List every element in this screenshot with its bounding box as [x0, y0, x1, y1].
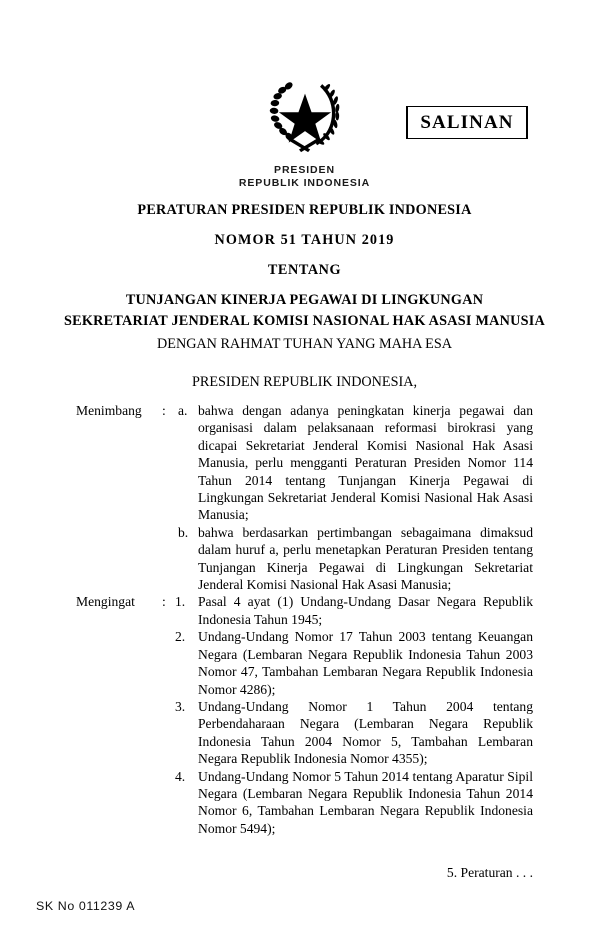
menimbang-colon: :: [162, 403, 166, 418]
about-heading: TENTANG: [267, 262, 342, 278]
mengingat-label: Mengingat: [76, 594, 135, 610]
emblem-caption: [0, 164, 609, 189]
emblem-caption-line-2: REPUBLIK INDONESIA: [238, 176, 371, 189]
mengingat-item-text: Undang-Undang Nomor 5 Tahun 2014 tentang Aparatur Sipil Negara (Lembaran Negara Republik Indonesia Tahun 2014 Nomor 6, Tambahan Lembaran Negara Republik Indonesia Nomor 5494);: [198, 768, 533, 836]
mengingat-item-text: Pasal 4 ayat (1) Undang-Undang Dasar Negara Republik Indonesia Tahun 1945;: [198, 594, 533, 627]
salinan-stamp-label: SALINAN: [420, 111, 514, 133]
mengingat-item-marker: 2.: [175, 629, 186, 645]
mengingat-item-marker: 3.: [175, 698, 186, 714]
subject-line-2: SEKRETARIAT JENDERAL KOMISI NASIONAL HAK ASASI MANUSIA: [64, 313, 545, 329]
issuer-line: PRESIDEN REPUBLIK INDONESIA,: [191, 374, 418, 390]
menimbang-group: [0, 402, 609, 593]
menimbang-item-marker: b.: [178, 524, 189, 540]
mengingat-item-text: Undang-Undang Nomor 1 Tahun 2004 tentang Perbendaharaan Negara (Lembaran Negara Republik Indonesia Tahun 2004 Nomor 5, Tambahan Lembaran Negara Republik Indonesia Nomor 4355);: [198, 698, 533, 767]
menimbang-item: [0, 524, 609, 594]
emblem-caption-line-1: PRESIDEN: [274, 164, 335, 176]
subject-line-1: TUNJANGAN KINERJA PEGAWAI DI LINGKUNGAN: [125, 292, 484, 308]
mengingat-item-marker: 4.: [175, 768, 186, 784]
blessing-line: DENGAN RAHMAT TUHAN YANG MAHA ESA: [157, 336, 452, 352]
menimbang-item-text: bahwa dengan adanya peningkatan kinerja pegawai dan organisasi dalam pelaksanaan reformasi birokrasi yang dicapai Sekretariat Jenderal Komisi Nasional Hak Asasi Manusia, perlu mengganti Peraturan Presiden Nomor 114 Tahun 2014 tentang Tunjangan Kinerja Pegawai di Lingkungan Sekretariat Jenderal Komisi Nasional Hak Asasi Manusia;: [198, 403, 533, 523]
menimbang-item-marker: a.: [178, 403, 188, 418]
menimbang-label: Menimbang: [76, 403, 142, 418]
mengingat-item: [0, 768, 609, 838]
sk-document-number: SK No 011239 A: [36, 899, 136, 913]
mengingat-group: [0, 593, 609, 837]
menimbang-item: [0, 402, 609, 524]
menimbang-items: [0, 402, 609, 593]
salinan-stamp: [406, 106, 528, 139]
preamble-block: [0, 336, 609, 391]
garuda-star-emblem-icon: [262, 72, 348, 160]
regulation-type-title: PERATURAN PRESIDEN REPUBLIK INDONESIA: [137, 202, 472, 218]
mengingat-item-marker: 1.: [175, 594, 186, 610]
menimbang-item-text: bahwa berdasarkan pertimbangan sebagaimana dimaksud dalam huruf a, perlu menetapkan Peraturan Presiden tentang Tunjangan Kinerja Pegawai di Lingkungan Sekretariat Jenderal Komisi Nasional Hak Asasi Manusia;: [198, 524, 533, 593]
mengingat-item: [0, 593, 609, 628]
document-title-block: [0, 202, 609, 330]
mengingat-item-text: Undang-Undang Nomor 17 Tahun 2003 tentang Keuangan Negara (Lembaran Negara Republik Indonesia Tahun 2003 Nomor 47, Tambahan Lembaran Negara Republik Indonesia Nomor 4286);: [198, 629, 533, 697]
regulation-number-title: NOMOR 51 TAHUN 2019: [214, 232, 395, 248]
clauses-container: [0, 402, 609, 837]
mengingat-items: [0, 593, 609, 837]
mengingat-item: [0, 628, 609, 698]
mengingat-colon: :: [162, 594, 166, 610]
mengingat-item: [0, 698, 609, 768]
page-catchword: 5. Peraturan . . .: [446, 865, 533, 880]
salinan-stamp-inner: [408, 107, 526, 138]
